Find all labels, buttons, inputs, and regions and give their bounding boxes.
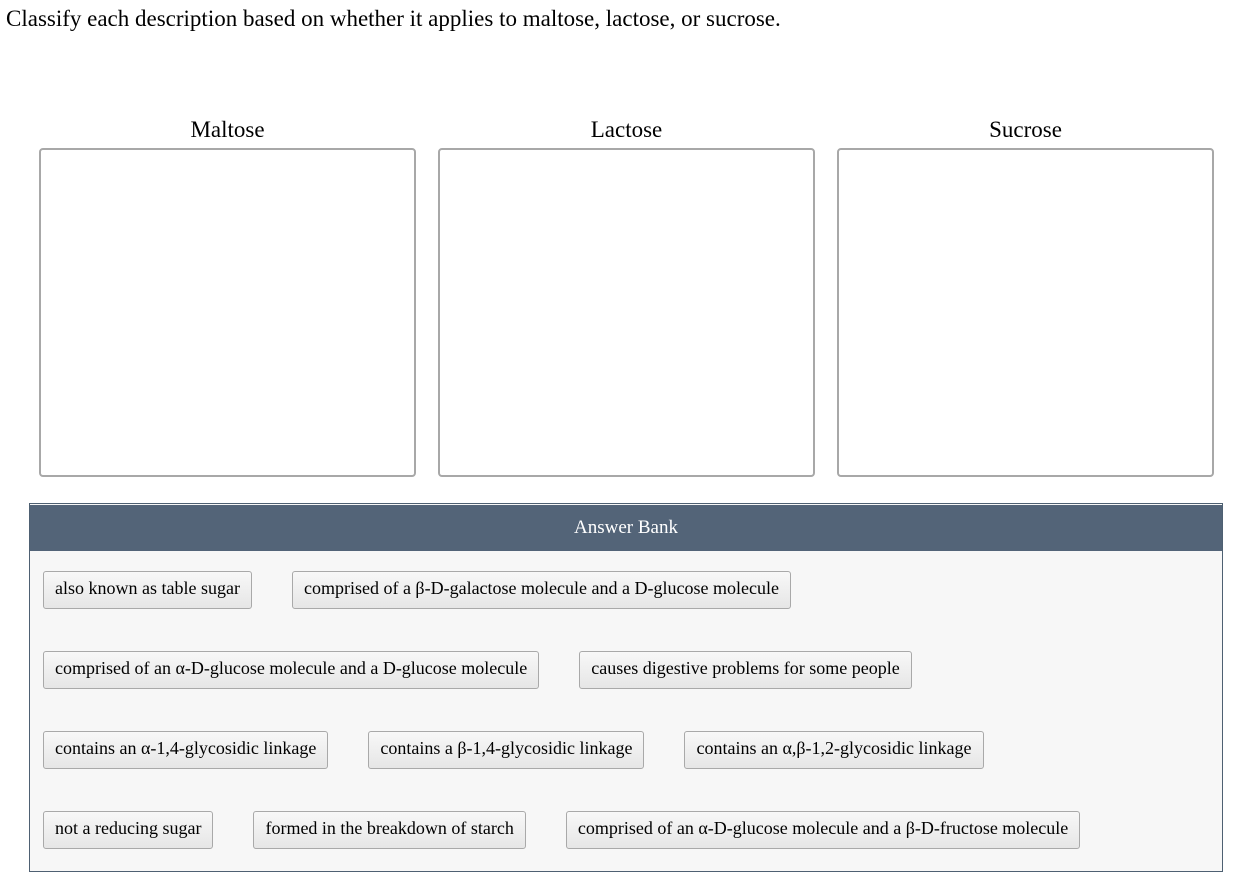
bin-title-lactose: Lactose bbox=[590, 117, 663, 142]
answer-chip[interactable]: contains an α,β-1,2-glycosidic linkage bbox=[684, 731, 983, 769]
category-bins bbox=[39, 116, 1214, 477]
answer-chip[interactable]: comprised of a β-D-galactose molecule and a D-glucose molecule bbox=[292, 571, 791, 609]
bin-lactose bbox=[438, 116, 815, 477]
answer-bank-row bbox=[43, 651, 1222, 691]
answer-chip[interactable]: also known as table sugar bbox=[43, 571, 252, 609]
answer-chip[interactable]: not a reducing sugar bbox=[43, 811, 213, 849]
answer-chip[interactable]: formed in the breakdown of starch bbox=[253, 811, 525, 849]
bin-title-sucrose: Sucrose bbox=[989, 117, 1062, 142]
answer-chip[interactable]: contains a β-1,4-glycosidic linkage bbox=[368, 731, 644, 769]
dropzone-maltose[interactable] bbox=[39, 148, 416, 477]
bin-title-maltose: Maltose bbox=[190, 117, 265, 142]
answer-bank bbox=[29, 503, 1223, 872]
answer-chip[interactable]: comprised of an α-D-glucose molecule and a D-glucose molecule bbox=[43, 651, 539, 689]
dropzone-sucrose[interactable] bbox=[837, 148, 1214, 477]
answer-chip[interactable]: comprised of an α-D-glucose molecule and a β-D-fructose molecule bbox=[566, 811, 1080, 849]
instruction-text: Classify each description based on whether it applies to maltose, lactose, or sucrose. bbox=[6, 6, 781, 31]
bin-sucrose bbox=[837, 116, 1214, 477]
answer-bank-row bbox=[43, 731, 1222, 771]
answer-bank-row bbox=[43, 571, 1222, 611]
answer-chip[interactable]: causes digestive problems for some people bbox=[579, 651, 911, 689]
dropzone-lactose[interactable] bbox=[438, 148, 815, 477]
bin-maltose bbox=[39, 116, 416, 477]
answer-bank-title: Answer Bank bbox=[30, 505, 1222, 551]
answer-bank-items bbox=[30, 551, 1222, 851]
answer-chip[interactable]: contains an α-1,4-glycosidic linkage bbox=[43, 731, 328, 769]
answer-bank-row bbox=[43, 811, 1222, 851]
